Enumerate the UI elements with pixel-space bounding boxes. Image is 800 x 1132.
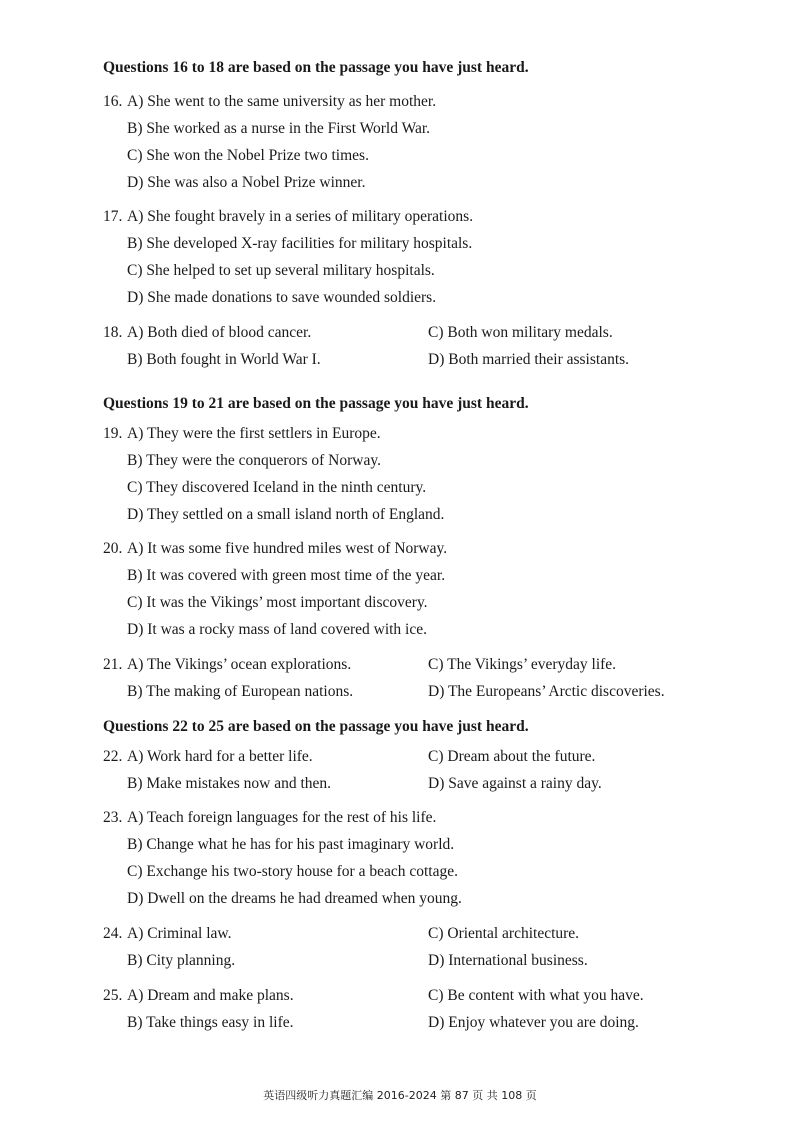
option-d: D) The Europeans’ Arctic discoveries.: [428, 683, 665, 700]
option-a: A) Both died of blood cancer.: [127, 324, 312, 341]
option-d: D) Save against a rainy day.: [428, 775, 602, 792]
option-c: C) The Vikings’ everyday life.: [428, 656, 617, 673]
option-c: C) Oriental architecture.: [428, 925, 580, 942]
question-number: 23.: [103, 809, 123, 826]
question-number: 16.: [103, 93, 123, 110]
option-a: A) She fought bravely in a series of military operations.: [127, 208, 474, 225]
option-b: B) Take things easy in life.: [127, 1014, 294, 1031]
option-b: B) She developed X-ray facilities for military hospitals.: [127, 235, 473, 252]
option-b: B) City planning.: [127, 952, 236, 969]
section-heading-22-25: Questions 22 to 25 are based on the passage you have just heard.: [103, 718, 529, 735]
question-number: 21.: [103, 656, 123, 673]
section-heading-19-21: Questions 19 to 21 are based on the passage you have just heard.: [103, 395, 529, 412]
option-b: B) Both fought in World War I.: [127, 351, 321, 368]
option-a: A) They were the first settlers in Europe.: [127, 425, 381, 442]
option-c: C) Dream about the future.: [428, 748, 596, 765]
section-heading-16-18: Questions 16 to 18 are based on the passage you have just heard.: [103, 59, 529, 76]
option-b: B) They were the conquerors of Norway.: [127, 452, 381, 469]
page-footer: 英语四级听力真题汇编 2016-2024 第 87 页 共 108 页: [263, 1089, 537, 1102]
option-d: D) International business.: [428, 952, 588, 969]
option-b: B) Change what he has for his past imaginary world.: [127, 836, 455, 853]
option-c: C) Both won military medals.: [428, 324, 613, 341]
option-d: D) She was also a Nobel Prize winner.: [127, 174, 366, 191]
option-a: A) Dream and make plans.: [127, 987, 294, 1004]
option-b: B) The making of European nations.: [127, 683, 354, 700]
option-c: C) She helped to set up several military hospitals.: [127, 262, 435, 279]
option-d: D) She made donations to save wounded soldiers.: [127, 289, 437, 306]
option-a: A) She went to the same university as her mother.: [127, 93, 437, 110]
option-a: A) Teach foreign languages for the rest of his life.: [127, 809, 437, 826]
option-c: C) She won the Nobel Prize two times.: [127, 147, 369, 164]
question-number: 24.: [103, 925, 123, 942]
option-d: D) They settled on a small island north of England.: [127, 506, 445, 523]
question-number: 20.: [103, 540, 123, 557]
option-a: A) The Vikings’ ocean explorations.: [127, 656, 352, 673]
option-d: D) It was a rocky mass of land covered with ice.: [127, 621, 427, 638]
question-number: 17.: [103, 208, 123, 225]
option-b: B) Make mistakes now and then.: [127, 775, 332, 792]
option-d: D) Both married their assistants.: [428, 351, 630, 368]
question-number: 18.: [103, 324, 123, 341]
question-number: 25.: [103, 987, 123, 1004]
option-a: A) It was some five hundred miles west of Norway.: [127, 540, 448, 557]
question-number: 22.: [103, 748, 123, 765]
option-c: C) Exchange his two-story house for a beach cottage.: [127, 863, 458, 880]
option-c: C) It was the Vikings’ most important discovery.: [127, 594, 428, 611]
option-b: B) She worked as a nurse in the First World War.: [127, 120, 431, 137]
option-b: B) It was covered with green most time of the year.: [127, 567, 446, 584]
option-c: C) Be content with what you have.: [428, 987, 644, 1004]
option-d: D) Dwell on the dreams he had dreamed when young.: [127, 890, 462, 907]
question-number: 19.: [103, 425, 123, 442]
option-c: C) They discovered Iceland in the ninth century.: [127, 479, 427, 496]
option-a: A) Criminal law.: [127, 925, 232, 942]
option-a: A) Work hard for a better life.: [127, 748, 313, 765]
option-d: D) Enjoy whatever you are doing.: [428, 1014, 639, 1031]
